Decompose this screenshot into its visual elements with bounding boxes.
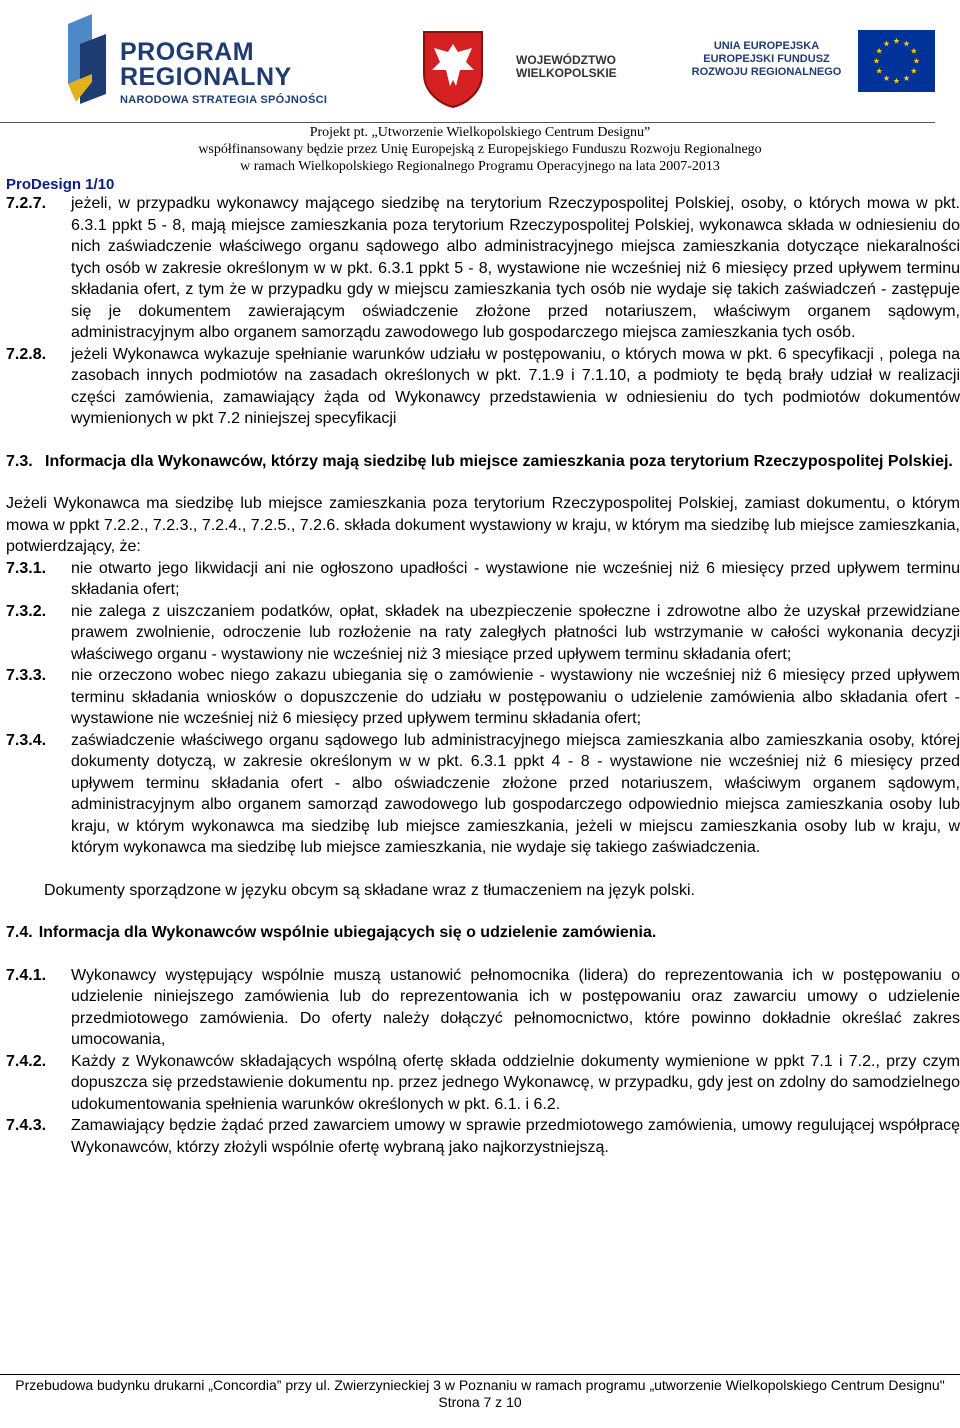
section-number: 7.4.	[6, 924, 33, 941]
page-number: Strona 7 z 10	[438, 1394, 522, 1410]
eu-fund-logo	[684, 28, 936, 98]
project-info: Projekt pt. „Utworzenie Wielkopolskiego Centrum Designu” współfinansowany będzie przez Unię Europejską z Europejskiego Funduszu Rozwoju Regionalnego w ramach Wielkopolskiego Regionalnego Programu Operacyjnego na lata 2007-2013	[198, 125, 762, 174]
list-item	[6, 665, 960, 730]
section-title: Informacja dla Wykonawców, którzy mają siedzibę lub miejsce zamieszkania poza terytorium Rzeczypospolitej Polskiej.	[45, 452, 953, 470]
item-number: 7.4.3.	[6, 1117, 47, 1134]
footer-divider	[0, 1374, 960, 1375]
eu-flag-icon	[858, 30, 935, 92]
list-item	[6, 558, 960, 601]
paragraph: Jeżeli Wykonawca ma siedzibę lub miejsce zamieszkania poza terytorium Rzeczypospolitej Polskiej, zamiast dokumentu, o którym mowa w ppkt 7.2.2., 7.2.3., 7.2.4., 7.2.5., 7.2.6. składa dokument wystawiony w kraju, w którym ma siedzibę lub miejsce zamieszkania, potwierdzający, że:	[6, 495, 960, 555]
program-regionalny-logo	[66, 8, 366, 113]
item-text: nie otwarto jego likwidacji ani nie ogłoszono upadłości - wystawione nie wcześniej niż 6 miesięcy przed upływem terminu składania ofert;	[71, 559, 960, 598]
section-heading	[6, 451, 960, 473]
document-body	[6, 193, 960, 1158]
page-footer	[0, 1377, 960, 1411]
list-item	[6, 1051, 960, 1116]
item-text: nie zalega z uiszczaniem podatków, opłat, składek na ubezpieczenie społeczne i zdrowotne albo że uzyskał przewidziane prawem zwolnienie, odroczenie lub rozłożenie na raty zaległych płatności lub wstrzymanie w całości wykonania decyzji właściwego organu - wystawiony nie wcześniej niż 3 miesiące przed upływem terminu składania ofert;	[71, 602, 960, 663]
voivodeship-name: WOJEWÓDZTWO WIELKOPOLSKIE	[516, 53, 617, 80]
item-text: jeżeli, w przypadku wykonawcy mającego siedzibę na terytorium Rzeczypospolitej Polskiej, osoby, o których mowa w pkt. 6.3.1 ppkt 5 - 8, mają miejsce zamieszkania poza terytorium Rzeczypospolitej Polskiej, wykonawca składa w odniesieniu do nich zaświadczenie właściwego organu sądowego albo administracyjnego miejsca zamieszkania dotyczące niekaralności tych osób w zakresie określonym w w pkt. 6.3.1 ppkt 5 - 8, wystawione nie wcześniej niż 6 miesięcy przed upływem terminu składania ofert, z tym że w przypadku gdy w miejscu zamieszkania tych osób nie wydaje się takich zaświadczeń - zastępuje się je dokumentem zawierającym oświadczenie złożone przed notariuszem, właściwym organem sądowym, administracyjnym albo organem samorządu zawodowego lub gospodarczego miejsca zamieszkania tych osób.	[71, 195, 960, 341]
item-number: 7.3.1.	[6, 559, 47, 577]
list-item	[6, 601, 960, 666]
item-text: jeżeli Wykonawca wykazuje spełnianie warunków udziału w postępowaniu, o których mowa w pkt. 6 specyfikacji , polega na zasobach innych podmiotów na zasadach określonych w pkt. 7.1.9 i 7.1.10, a podmioty te będą brały udział w realizacji części zamówienia, zamawiający żąda od Wykonawcy przedstawienia w odniesieniu do tych podmiotów dokumentów wymienionych w pkt 7.2 niniejszej specyfikacji	[71, 345, 960, 427]
item-number: 7.2.7.	[6, 195, 47, 212]
item-number: 7.4.2.	[6, 1052, 47, 1070]
program-regionalny-mark-icon	[66, 14, 110, 106]
item-text: nie orzeczono wobec niego zakazu ubiegania się o zamówienie - wystawiony nie wcześniej niż 6 miesięcy przed upływem terminu składania wniosków o dopuszczenie do udziału w postępowaniu o udzielenie zamówienia albo składania ofert - wystawione nie wcześniej niż 6 miesięcy przed upływem terminu składania ofert;	[71, 667, 960, 727]
item-text: zaświadczenie właściwego organu sądowego lub administracyjnego miejsca zamieszkania albo zamieszkania osoby, której dokumenty dotyczą, w zakresie określonym w w pkt. 6.3.1 ppkt 4 - 8 - wystawione nie wcześniej niż 6 miesięcy przed upływem terminu składania ofert - albo oświadczenie złożone przed notariuszem, właściwym organem sądowym, administracyjnym albo organem samorząd zawodowego lub gospodarczego odpowiednio miejsca zamieszkania osoby lub kraju, w którym wykonawca ma siedzibę lub miejsce zamieszkania, jeżeli w miejscu zamieszkania osoby lub w kraju, w którym wykonawca ma siedzibę lub miejsce zamieszkania, nie wydaje się takiego zaświadczenia.	[71, 731, 960, 856]
section-heading	[6, 922, 960, 944]
list-item	[6, 730, 960, 859]
header-divider	[0, 122, 935, 123]
wielkopolska-voivodeship-logo	[420, 16, 620, 96]
eu-fund-name: UNIA EUROPEJSKA EUROPEJSKI FUNDUSZ ROZWOJU REGIONALNEGO	[691, 40, 842, 78]
list-item	[6, 1115, 960, 1158]
page-header	[0, 0, 960, 193]
list-item	[6, 193, 960, 344]
item-text: Każdy z Wykonawców składających wspólną ofertę składa oddzielnie dokumenty wymienione w ppkt 7.1 i 7.2., przy czym dopuszcza się przedstawienie dokumentu np. przez jednego Wykonawcę, w przypadku, gdy jest on zdolny do samodzielnego udokumentowania spełnienia warunków określonych w pkt. 6.1. i 6.2.	[71, 1052, 960, 1113]
item-text: Zamawiający będzie żądać przed zawarciem umowy w sprawie przedmiotowego zamówienia, umowy regulującej współpracę Wykonawców, którzy złożyli wspólnie ofertę wybraną jako najkorzystniejszą.	[71, 1117, 960, 1156]
footer-project: Przebudowa budynku drukarni „Concordia” przy ul. Zwierzynieckiej 3 w Poznaniu w ramach programu „utworzenie Wielkopolskiego Centrum Designu"	[15, 1377, 945, 1393]
list-item	[6, 344, 960, 430]
section-number: 7.3.	[6, 452, 33, 470]
item-number: 7.3.2.	[6, 602, 47, 620]
eagle-crest-icon	[420, 30, 486, 108]
item-number: 7.2.8.	[6, 345, 47, 363]
item-number: 7.4.1.	[6, 966, 47, 984]
running-label: ProDesign 1/10	[6, 176, 115, 193]
paragraph: Dokumenty sporządzone w języku obcym są składane wraz z tłumaczeniem na język polski.	[44, 881, 695, 899]
item-text: Wykonawcy występujący wspólnie muszą ustanowić pełnomocnika (lidera) do reprezentowania ich w postępowaniu o udzielenie niniejszego zamówienia lub do reprezentowania ich w postępowaniu oraz zawarciu umowy o udzielenie przedmiotowego zamówienia. Do oferty należy dołączyć pełnomocnictwo, które powinno dokładnie określać zakres umocowania,	[71, 966, 960, 1048]
program-title: PROGRAM REGIONALNY	[120, 38, 292, 91]
item-number: 7.3.4.	[6, 731, 47, 749]
item-number: 7.3.3.	[6, 667, 47, 684]
list-item	[6, 965, 960, 1051]
section-title: Informacja dla Wykonawców wspólnie ubiegających się o udzielenie zamówienia.	[38, 924, 657, 941]
program-subtitle: NARODOWA STRATEGIA SPÓJNOŚCI	[120, 94, 328, 106]
